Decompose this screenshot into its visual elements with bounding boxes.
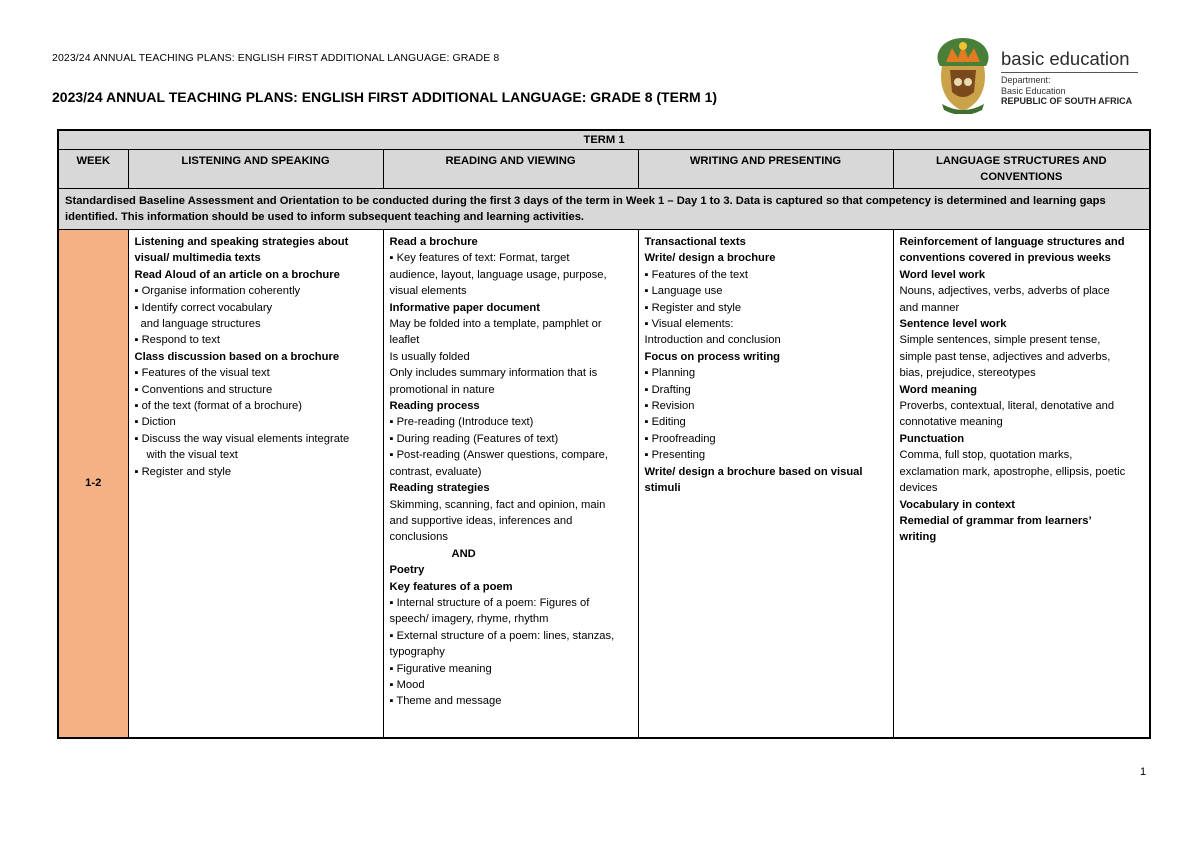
writing-header: WRITING AND PRESENTING [638, 150, 893, 189]
list-item: typography [389, 646, 445, 659]
list-item: ▪ of the text (format of a brochure) [134, 400, 303, 413]
list-item: bias, prejudice, stereotypes [899, 367, 1036, 380]
list-item: Simple sentences, simple present tense, [899, 334, 1101, 347]
list-item: Class discussion based on a brochure [134, 350, 340, 363]
week-row [58, 230, 1150, 739]
list-item: Reading process [389, 400, 480, 413]
list-item: Transactional texts [644, 236, 746, 248]
list-item: Listening and speaking strategies about [134, 236, 349, 248]
week-number: 1-2 [58, 230, 128, 739]
department-line-2: Basic Education [1001, 85, 1066, 96]
list-item: ▪ Register and style [644, 301, 742, 314]
list-item: stimuli [644, 482, 681, 495]
list-item: ▪ Register and style [134, 465, 232, 478]
list-item: leaflet [389, 334, 420, 347]
week-header: WEEK [58, 150, 128, 189]
list-item: ▪ Pre-reading (Introduce text) [389, 416, 534, 429]
list-item: Reading strategies [389, 482, 490, 495]
baseline-row [58, 189, 1150, 230]
list-item: ▪ Presenting [644, 449, 706, 462]
list-item: ▪ Drafting [644, 383, 691, 396]
list-item: ▪ Post-reading (Answer questions, compare, [389, 449, 608, 462]
list-item: ▪ Identify correct vocabulary [134, 301, 273, 314]
list-item: ▪ Figurative meaning [389, 662, 492, 675]
department-text [1001, 75, 1132, 107]
list-item: ▪ Revision [644, 400, 695, 413]
list-item: Introduction and conclusion [644, 334, 781, 347]
list-item: ▪ Features of the visual text [134, 367, 270, 380]
list-item: Word meaning [899, 383, 977, 396]
list-item: Word level work [899, 268, 986, 281]
list-item: ▪ Theme and message [389, 695, 502, 708]
list-item: Proverbs, contextual, literal, denotative and [899, 400, 1115, 413]
list-item: ▪ During reading (Features of text) [389, 432, 559, 445]
term-row [58, 130, 1150, 150]
list-item: simple past tense, adjectives and adverbs, [899, 350, 1111, 363]
list-item: ▪ Mood [389, 678, 425, 691]
list-item: ▪ Proofreading [644, 432, 716, 445]
list-item: ▪ Features of the text [644, 268, 748, 281]
list-item: ▪ Key features of text: Format, target [389, 252, 570, 265]
list-item: conclusions [389, 531, 448, 544]
list-item: and supportive ideas, inferences and [389, 514, 573, 527]
list-item: Key features of a poem [389, 580, 513, 593]
list-item: ▪ Conventions and structure [134, 383, 273, 396]
reading-cell [383, 230, 638, 739]
list-item: exclamation mark, apostrophe, ellipsis, poetic [899, 465, 1126, 478]
list-item: Write/ design a brochure [644, 252, 776, 265]
list-item: ▪ Discuss the way visual elements integrate [134, 432, 350, 445]
list-item: ▪ Language use [644, 285, 723, 298]
page-number: 1 [1140, 766, 1147, 778]
list-item: ▪ Planning [644, 367, 696, 380]
list-item: Is usually folded [389, 350, 470, 363]
list-item: Sentence level work [899, 318, 1007, 331]
list-item: ▪ Respond to text [134, 334, 220, 347]
list-item: visual/ multimedia texts [134, 252, 261, 265]
list-item: Punctuation [899, 432, 965, 445]
brand-name: basic education [1001, 48, 1130, 69]
list-item: Read a brochure [389, 236, 478, 248]
header-row [58, 150, 1150, 189]
brand-divider [1001, 72, 1138, 73]
list-item: ▪ Visual elements: [644, 318, 734, 331]
page-title: 2023/24 ANNUAL TEACHING PLANS: ENGLISH FIRST ADDITIONAL LANGUAGE: GRADE 8 (TERM 1) [52, 89, 718, 105]
language-header: LANGUAGE STRUCTURES AND CONVENTIONS [893, 150, 1150, 189]
list-item: Vocabulary in context [899, 498, 1015, 511]
list-item: Comma, full stop, quotation marks, [899, 449, 1073, 462]
list-item: Focus on process writing [644, 350, 781, 363]
list-item: ▪ Diction [134, 416, 176, 429]
list-item: ▪ Editing [644, 416, 686, 429]
list-item: ▪ Internal structure of a poem: Figures of [389, 596, 590, 609]
language-cell [893, 230, 1150, 739]
list-item: Write/ design a brochure based on visual [644, 465, 863, 478]
list-item: ▪ Organise information coherently [134, 285, 301, 298]
term-heading: TERM 1 [58, 130, 1150, 150]
list-item: ▪ External structure of a poem: lines, stanzas, [389, 629, 615, 642]
list-item: and language structures [140, 318, 261, 331]
country-name: REPUBLIC OF SOUTH AFRICA [1001, 96, 1133, 106]
list-item: Informative paper document [389, 301, 540, 314]
list-item: Reinforcement of language structures and [899, 236, 1125, 248]
coat-of-arms-icon [932, 36, 994, 114]
listening-header: LISTENING AND SPEAKING [128, 150, 383, 189]
list-item: Read Aloud of an article on a brochure [134, 268, 340, 281]
list-item: Skimming, scanning, fact and opinion, main [389, 498, 606, 511]
list-item: Remedial of grammar from learners’ [899, 514, 1092, 527]
running-header: 2023/24 ANNUAL TEACHING PLANS: ENGLISH FIRST ADDITIONAL LANGUAGE: GRADE 8 [52, 52, 500, 64]
list-item: AND [451, 547, 476, 560]
list-item: visual elements [389, 285, 467, 298]
list-item: Only includes summary information that is [389, 367, 598, 380]
list-item: May be folded into a template, pamphlet or [389, 318, 602, 331]
list-item: Nouns, adjectives, verbs, adverbs of place [899, 285, 1110, 298]
list-item: connotative meaning [899, 416, 1003, 429]
writing-cell [638, 230, 893, 739]
list-item: Poetry [389, 564, 425, 577]
list-item: and manner [899, 301, 960, 314]
list-item: promotional in nature [389, 383, 495, 396]
list-item: with the visual text [146, 449, 238, 462]
baseline-note: Standardised Baseline Assessment and Orientation to be conducted during the first 3 days of the term in Week 1 – Day 1 to 3. Data is captured so that competency is determined and learning gaps identified. This information should be used to inform subsequent teaching and learning activities. [58, 189, 1150, 230]
list-item: audience, layout, language usage, purpose, [389, 268, 607, 281]
list-item: writing [899, 531, 937, 544]
list-item: speech/ imagery, rhyme, rhythm [389, 613, 549, 626]
list-item: conventions covered in previous weeks [899, 252, 1111, 265]
department-line-1: Department: [1001, 75, 1051, 85]
list-item: contrast, evaluate) [389, 465, 482, 478]
listening-cell [128, 230, 383, 739]
department-logo [932, 36, 1142, 114]
reading-header: READING AND VIEWING [383, 150, 638, 189]
list-item: devices [899, 482, 938, 495]
teaching-plan-table [57, 129, 1151, 739]
